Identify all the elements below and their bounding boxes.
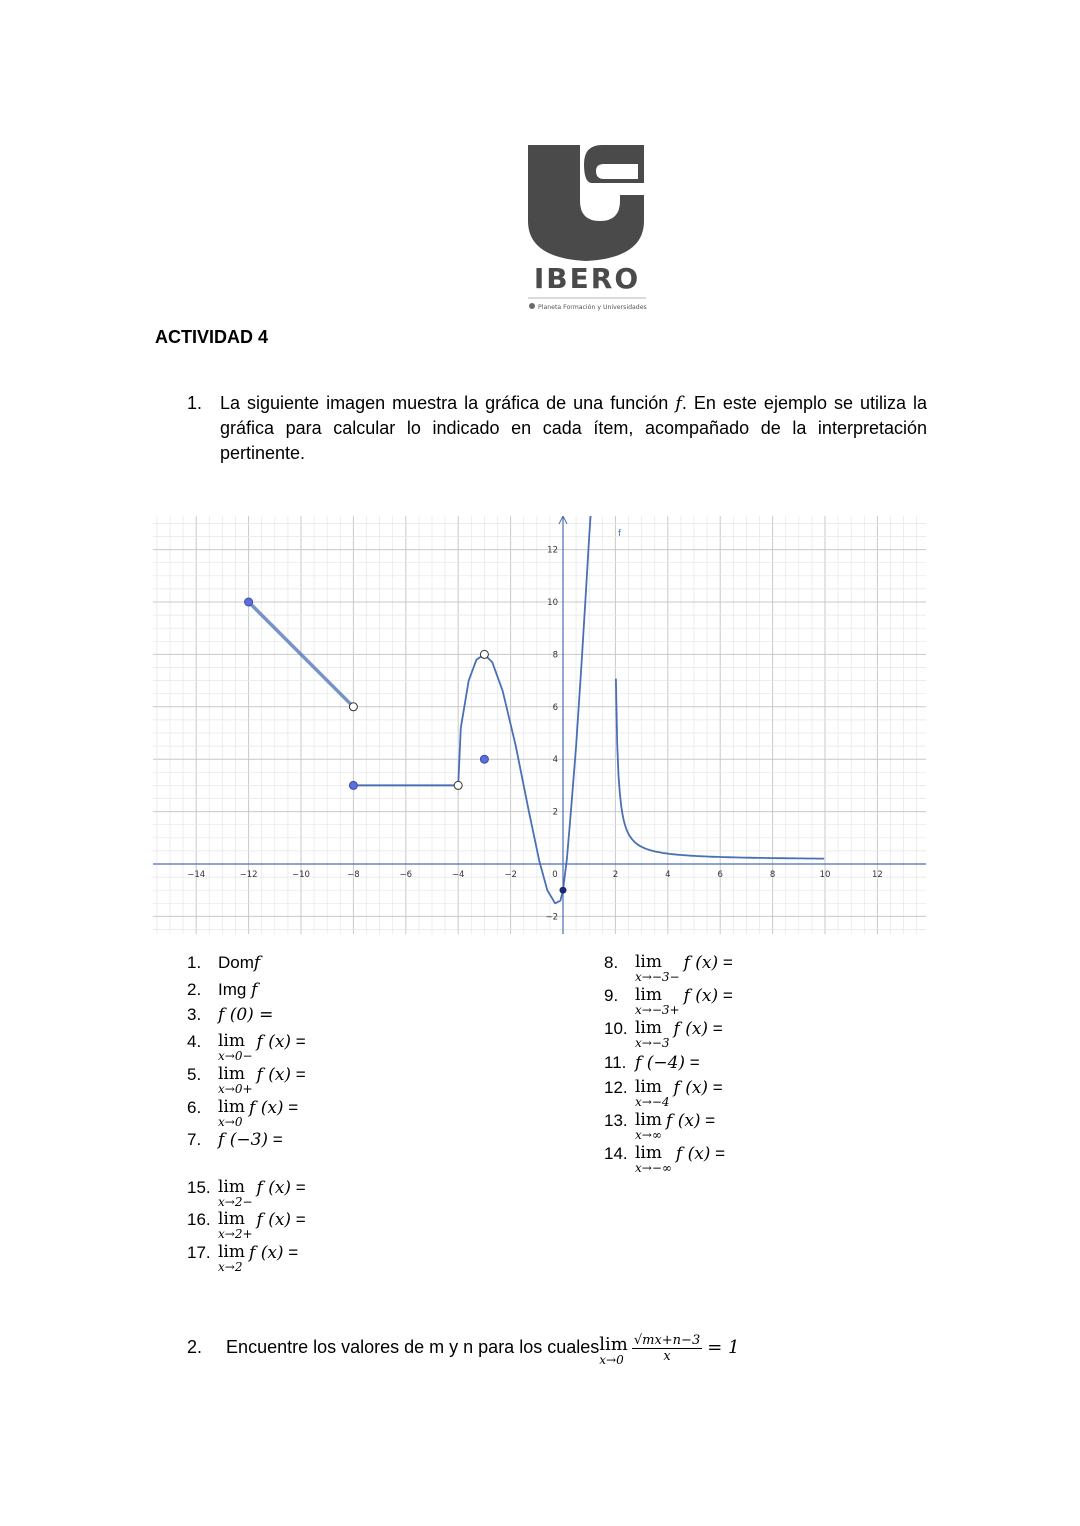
exercise-function: f (x): [673, 1019, 709, 1039]
exercise-equals: =: [708, 1019, 723, 1038]
limit-operator: [218, 1098, 245, 1128]
exercise-number: 15.: [187, 1178, 211, 1197]
limit-operator: [635, 1019, 670, 1049]
x-tick-label: −4: [451, 870, 465, 880]
exercise-function: f (x): [256, 1210, 292, 1230]
exercise-function: f (x): [675, 1144, 711, 1164]
limit-subscript: x→−3−: [635, 970, 680, 984]
x-tick-label: −6: [399, 870, 413, 880]
limit-word: lim: [218, 1209, 245, 1229]
y-tick-label: 4: [552, 755, 558, 766]
limit-operator: [635, 986, 680, 1016]
y-tick-label: 12: [547, 545, 558, 556]
question-2-rhs: = 1: [707, 1336, 740, 1358]
logo-tagline: Planeta Formación y Universidades: [538, 304, 647, 311]
exercise-number: 4.: [187, 1032, 202, 1051]
limit-subscript: x→2: [218, 1260, 243, 1274]
limit-word: lim: [218, 1031, 245, 1051]
limit-operator: [635, 1111, 662, 1141]
limit-operator: [635, 953, 680, 983]
filled-point: [245, 598, 253, 606]
exercise-equals: =: [685, 1053, 700, 1072]
exercise-number: 8.: [604, 953, 619, 972]
limit-word: lim: [218, 1177, 245, 1197]
y-tick-label: 6: [552, 702, 558, 713]
logo-brand: IBERO: [533, 262, 641, 295]
exercise-equals: =: [283, 1243, 299, 1262]
exercise-item: [187, 1032, 306, 1062]
limit-subscript: x→2−: [218, 1195, 253, 1209]
question-1-text-a: La siguiente imagen muestra la gráfica de una función: [220, 393, 676, 413]
exercise-prefix: Dom: [218, 953, 254, 972]
filled-point: [480, 755, 488, 763]
limit-subscript: x→0−: [218, 1049, 253, 1063]
exercise-equals: =: [700, 1111, 716, 1130]
limit-subscript: x→2+: [218, 1227, 253, 1241]
limit-subscript: x→0+: [218, 1082, 253, 1096]
limit-operator: [218, 1178, 253, 1208]
exercise-function: f (x): [256, 1178, 292, 1198]
limit-subscript: x→−4: [635, 1095, 670, 1109]
exercise-function: f (x): [683, 953, 719, 973]
exercise-number: 1.: [187, 953, 202, 972]
exercise-prefix: Img: [218, 980, 252, 999]
exercise-equals: =: [710, 1144, 726, 1163]
exercise-item: [604, 1019, 723, 1049]
x-tick-label: 6: [717, 870, 723, 880]
limit-operator: [218, 1210, 253, 1240]
limit-operator: [218, 1065, 253, 1095]
exercise-equals: =: [291, 1178, 306, 1197]
exercise-number: 11.: [604, 1053, 627, 1072]
limit-operator: [635, 1144, 672, 1174]
exercise-number: 17.: [187, 1243, 211, 1262]
exercise-number: 3.: [187, 1005, 202, 1024]
exercise-item: [187, 1065, 306, 1095]
open-point: [480, 650, 488, 658]
exercise-function: f (x): [256, 1065, 292, 1085]
graph-grid: [153, 516, 926, 934]
graph-axes: [153, 516, 926, 934]
segment-rise: [563, 516, 592, 890]
exercise-equals: =: [291, 1032, 306, 1051]
exercise-number: 6.: [187, 1098, 202, 1117]
open-point: [454, 781, 462, 789]
x-tick-label: −2: [504, 870, 517, 880]
exercise-number: 14.: [604, 1144, 628, 1163]
exercise-item: [187, 1130, 283, 1150]
exercise-function: f (x): [666, 1111, 701, 1131]
exercise-function: f (x): [683, 986, 719, 1006]
exercise-function: f (x): [249, 1243, 284, 1263]
filled-point: [349, 781, 357, 789]
y-tick-label: 8: [552, 650, 558, 661]
limit-word: lim: [635, 1110, 662, 1130]
x-tick-label: 10: [819, 870, 831, 880]
exercise-equals: =: [283, 1098, 299, 1117]
exercise-item: [187, 1178, 306, 1208]
limit-operator: [218, 1243, 245, 1273]
limit-word: lim: [635, 952, 662, 972]
curve-label: f: [618, 529, 622, 539]
exercise-equals: =: [291, 1065, 306, 1084]
exercise-function: f (−3): [218, 1130, 269, 1150]
exercise-function: f (−4): [635, 1053, 686, 1073]
question-2-fraction: [632, 1333, 702, 1364]
question-2-text: Encuentre los valores de m y n para los cuales: [226, 1336, 600, 1357]
question-2-lim-sub: x→0: [599, 1353, 624, 1367]
exercise-item: [604, 1053, 700, 1073]
exercise-item: [604, 953, 733, 983]
limit-word: lim: [218, 1064, 245, 1084]
exercise-item: [604, 1111, 715, 1141]
activity-title: ACTIVIDAD 4: [155, 327, 269, 347]
exercise-equals: =: [268, 1130, 283, 1149]
exercise-item: [604, 986, 733, 1016]
y-tick-label: 2: [552, 807, 558, 818]
limit-word: lim: [635, 985, 662, 1005]
exercise-item: [187, 1005, 273, 1025]
exercise-function: f: [251, 980, 258, 1000]
x-tick-label: −8: [347, 870, 360, 880]
limit-word: lim: [635, 1143, 662, 1163]
limit-subscript: x→−3+: [635, 1003, 680, 1017]
exercise-number: 2.: [187, 980, 202, 999]
x-tick-label: 2: [612, 870, 619, 880]
exercise-function: f (0) =: [218, 1005, 274, 1025]
exercise-item: [187, 953, 260, 973]
exercise-number: 13.: [604, 1111, 628, 1130]
question-2-number: 2.: [187, 1336, 203, 1357]
limit-word: lim: [635, 1077, 662, 1097]
limit-subscript: x→0: [218, 1115, 243, 1129]
x-tick-label: 12: [871, 870, 883, 880]
graph-curves: [249, 516, 825, 903]
limit-subscript: x→−3: [635, 1036, 670, 1050]
filled-point: [560, 887, 567, 894]
exercise-number: 16.: [187, 1210, 211, 1229]
exercise-equals: =: [708, 1078, 723, 1097]
exercise-item: [604, 1144, 725, 1174]
limit-operator: [635, 1078, 670, 1108]
question-1-fname: f: [675, 393, 682, 414]
question-1-text-b: . En este ejemplo se utiliza la gráfica para calcular lo indicado en cada ítem, acompañado de la interpretación pertinente.: [220, 393, 927, 463]
limit-subscript: x→∞: [635, 1128, 662, 1142]
exercise-item: [187, 980, 257, 1000]
question-2-denominator: x: [663, 1348, 671, 1364]
function-graph: [153, 516, 926, 934]
limit-word: lim: [218, 1242, 245, 1262]
limit-operator: [218, 1032, 253, 1062]
question-1: [187, 391, 927, 466]
exercise-item: [604, 1078, 723, 1108]
exercise-function: f: [253, 953, 261, 973]
exercise-number: 5.: [187, 1065, 202, 1084]
question-2-lim: lim: [599, 1334, 628, 1355]
exercise-number: 10.: [604, 1019, 628, 1038]
exercise-number: 7.: [187, 1130, 202, 1149]
exercise-function: f (x): [256, 1032, 292, 1052]
exercise-function: f (x): [249, 1098, 284, 1118]
exercise-item: [187, 1243, 298, 1273]
limit-word: lim: [218, 1097, 245, 1117]
x-tick-label: −12: [239, 870, 258, 880]
open-point: [349, 703, 357, 711]
x-tick-label: −10: [292, 870, 310, 880]
exercise-equals: =: [718, 953, 733, 972]
question-2-numerator: √mx+n−3: [633, 1332, 701, 1348]
y-tick-label: 10: [547, 598, 558, 608]
exercise-function: f (x): [673, 1078, 709, 1098]
x-tick-label: −14: [187, 870, 206, 880]
limit-word: lim: [635, 1018, 662, 1038]
question-2: [187, 1330, 740, 1366]
exercise-equals: =: [291, 1210, 306, 1229]
y-tick-label: −2: [545, 912, 558, 923]
exercise-item: [187, 1210, 306, 1240]
exercise-item: [187, 1098, 298, 1128]
limit-subscript: x→−∞: [635, 1161, 672, 1175]
exercise-number: 9.: [604, 986, 619, 1005]
x-tick-label: 0: [552, 870, 558, 880]
exercise-equals: =: [718, 986, 733, 1005]
x-tick-label: 8: [769, 870, 776, 880]
exercise-number: 12.: [604, 1078, 628, 1097]
question-1-text: [220, 391, 927, 466]
x-tick-label: 4: [665, 870, 671, 880]
ibero-logo: [526, 143, 648, 315]
question-1-number: 1.: [187, 393, 203, 413]
